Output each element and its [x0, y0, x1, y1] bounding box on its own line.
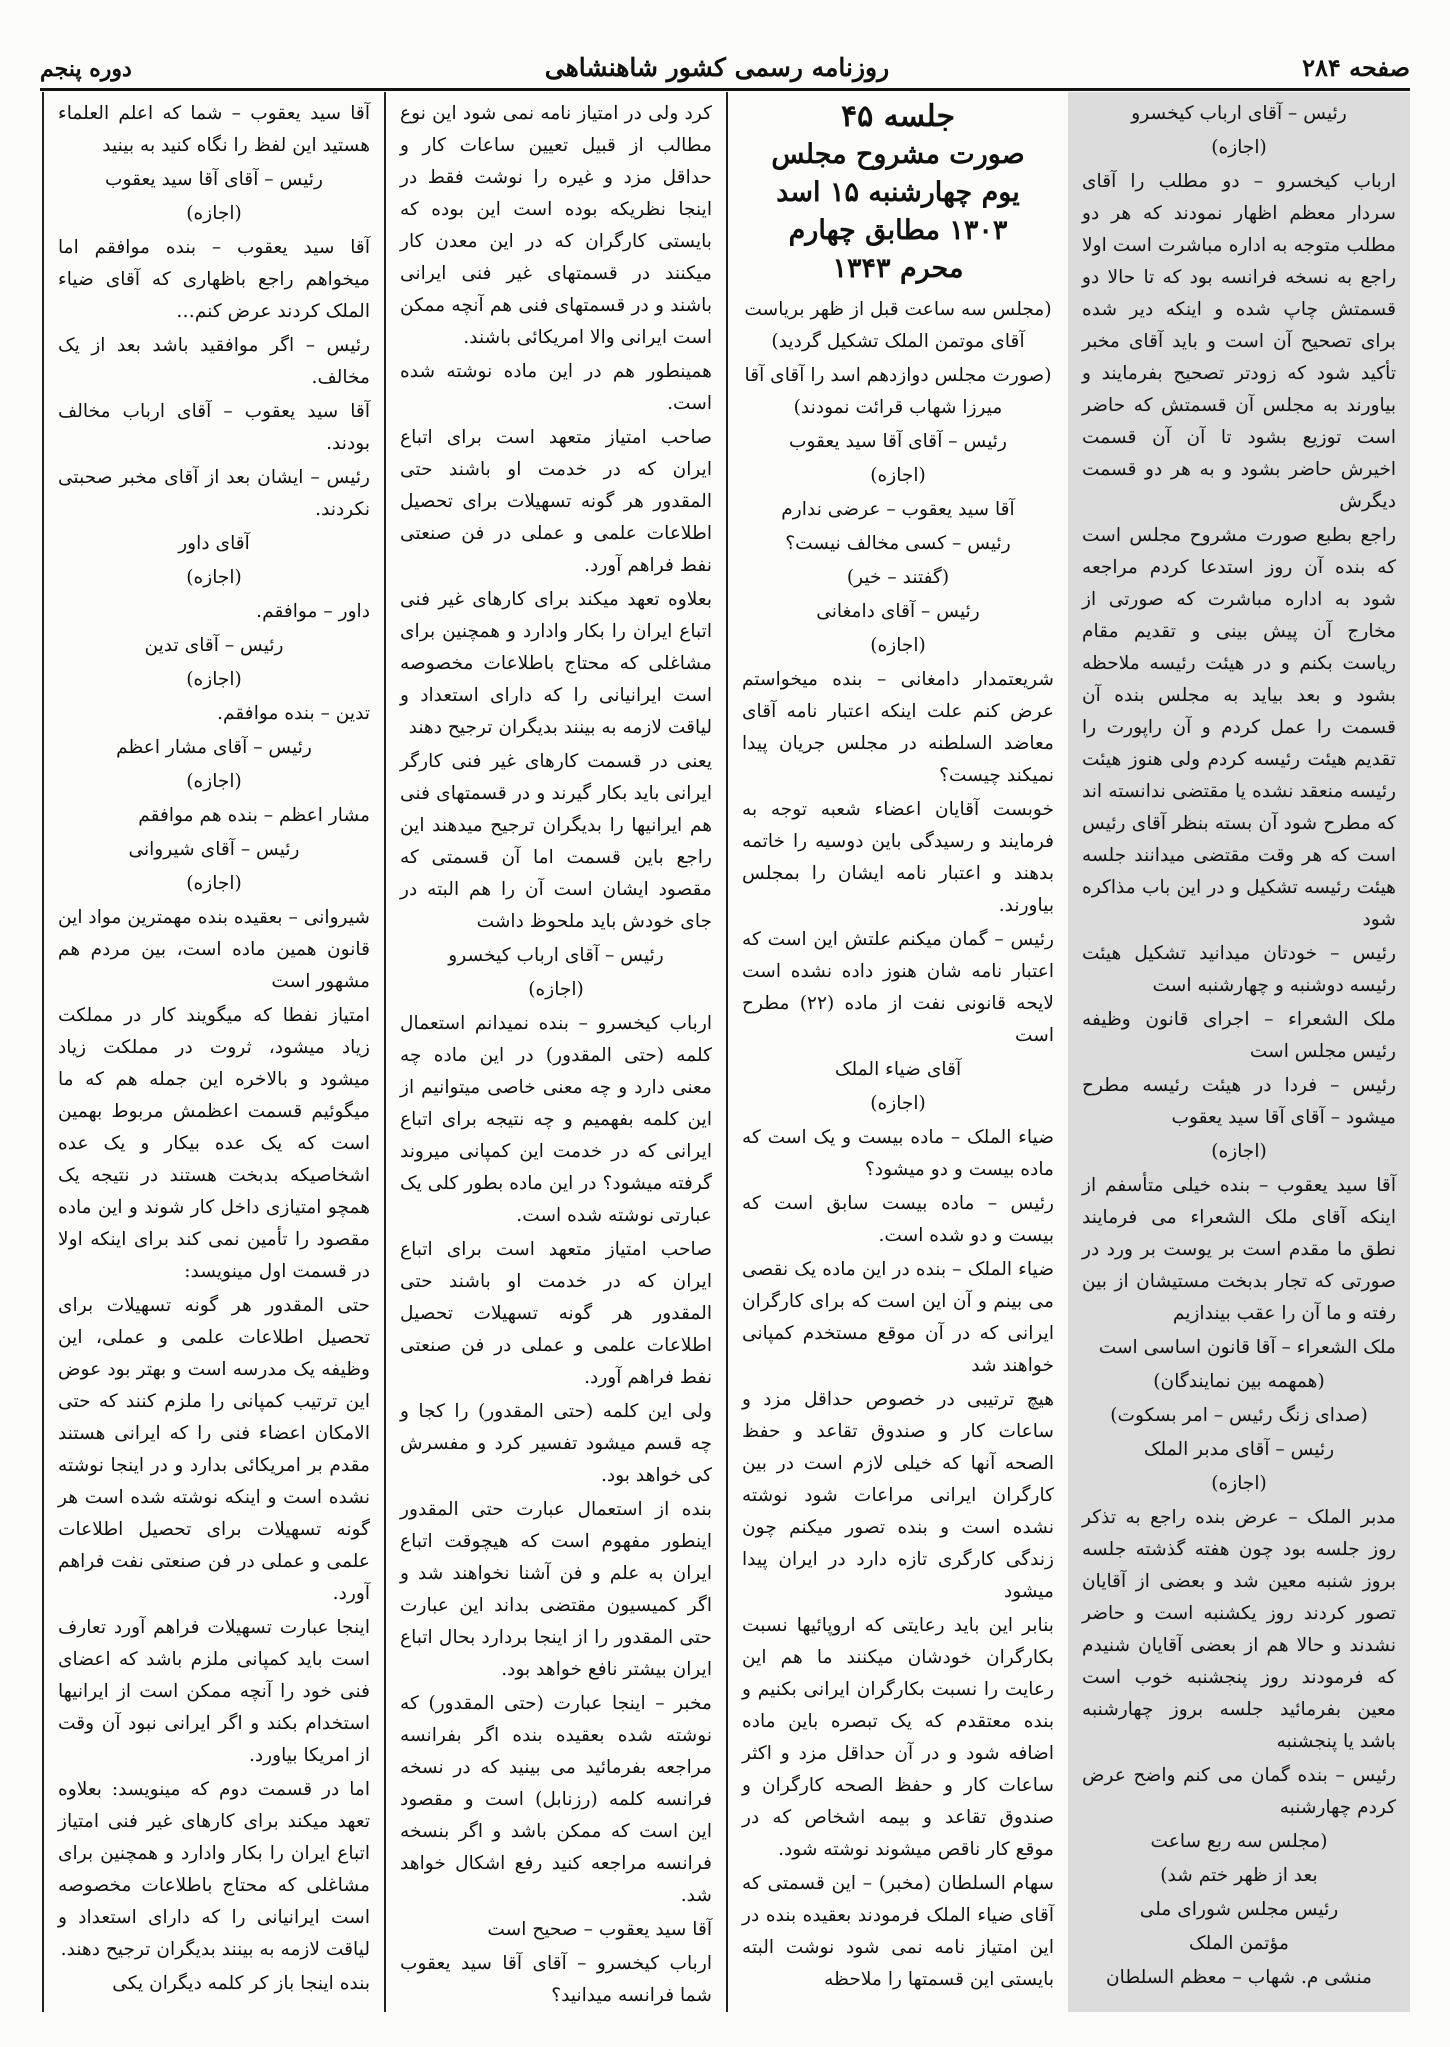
col4-paragraph: اینجا عبارت تسهیلات فراهم آورد تعارف است باید کمپانی ملزم باشد که اعضای فنی خود را آنچه ممکن است از ایرانیها استخدام بکند و اگر ایرانی نبود آن وقت از امریکا بیاورد. — [58, 1617, 370, 1766]
newspaper-title: روزنامه رسمی کشور شاهنشاهی — [544, 53, 890, 82]
col1-paragraph: مدبر الملک – عرض بنده راجع به تذکر روز جلسه بود چون هفته گذشته جلسه بروز شنبه معین شد و بعضی از آقایان تصور کردند روز یکشنبه است و حاضر نشدند و حالا هم از بعضی آقایان شنیدم که فرمودند روز پنجشنبه خوب است معین بفرمائید جلسه بروز چهارشنبه باشد یا پنجشنبه — [1082, 1507, 1396, 1752]
col2-paragraph: (مجلس سه ساعت قبل از ظهر بریاست آقای موتمن الملک تشکیل گردید) — [744, 299, 1052, 352]
session-date-2: ۱۳۰۳ مطابق چهارم — [788, 215, 1008, 246]
col1-paragraph: منشی م. شهاب – معظم السلطان — [1106, 1967, 1372, 1988]
col2-paragraph: (گفتند – خیر) — [846, 567, 950, 588]
col4-paragraph: رئیس – آقای تدین — [144, 635, 284, 656]
col3-paragraph: همینطور هم در این ماده نوشته شده است. — [400, 361, 712, 414]
col2-paragraph: خوبست آقایان اعضاء شعبه توجه به فرمایند و رسیدگی باین دوسیه را خاتمه بدهند و اعتبار نامه ایشان را بمجلس بیاورند. — [742, 799, 1054, 916]
col1-paragraph: ارباب کیخسرو – دو مطلب را آقای سردار معظم اظهار نمودند که هر دو مطلب متوجه به اداره مباشرت است اولا راجع به نسخه فرانسه بود که تا حالا دو قسمتش چاپ شده و اینکه دیر شده برای تصحیح آن است و باید آقای مخبر تأکید شود که زودتر تصحیح بفرمایند و بیاورند به مجلس آن قسمتش که حاضر است توزیع بشود تا آن آن قسمت اخیرش حاضر بشود و به هر دو قسمت دیگرش — [1082, 171, 1396, 512]
col1-paragraph: مؤتمن الملک — [1189, 1933, 1289, 1954]
col1-paragraph: ملک الشعراء – اجرای قانون وظیفه رئیس مجلس است — [1082, 1009, 1396, 1062]
col1-paragraph: رئیس مجلس شورای ملی — [1139, 1899, 1339, 1920]
col1-paragraph: (صدای زنگ رئیس – امر بسکوت) — [1110, 1405, 1368, 1426]
col4-paragraph: مشار اعظم – بنده هم موافقم — [138, 805, 370, 826]
col4-paragraph: رئیس – ایشان بعد از آقای مخبر صحبتی نکردند. — [58, 467, 370, 520]
col4-paragraph: حتی المقدور هر گونه تسهیلات برای تحصیل اطلاعات علمی و عملی، این وظیفه یک مدرسه است و بهتر بود عوض این ترتیب کمپانی را ملزم کنند که حتی الامکان اعضاء فنی را که ایرانی هستند مقدم بر امریکائی بدارد و در اینجا نوشته نشده است و اینکه نوشته شده است هر گونه تسهیلات برای تحصیل اطلاعات علمی و عملی در فن صنعتی نفت فراهم آورد. — [58, 1295, 370, 1604]
col4-paragraph: اما در قسمت دوم که مینویسد: بعلاوه تعهد میکند برای کارهای غیر فنی امتیاز اتباع ایران را بکار وادارد و همچنین برای مشاغلی که محتاج باطلاعات مخصوصه است ایرانیانی را که دارای استعداد و لیاقت لازمه به بینند بدیگران ترجیح دهند. — [58, 1779, 370, 1960]
col2-paragraph: رئیس – گمان میکنم علتش این است که اعتبار نامه شان هنوز داده نشده است لایحه قانونی نفت از ماده (۲۲) مطرح است — [742, 929, 1055, 1046]
col2-paragraph: آقای ضیاء الملک — [834, 1059, 962, 1080]
session-title: صورت مشروح مجلس — [771, 139, 1025, 170]
col4-paragraph: (اجازه) — [186, 203, 242, 224]
col1-paragraph: رئیس – فردا در هیئت رئیسه مطرح میشود – آقای آقا سید یعقوب — [1082, 1075, 1396, 1128]
col4-paragraph: آقا سید یعقوب – آقای ارباب مخالف بودند. — [58, 401, 370, 454]
col1-paragraph: رئیس – بنده گمان می کنم واضح عرض کردم چهارشنبه — [1082, 1765, 1396, 1818]
period-label: دوره پنجم — [40, 56, 132, 82]
col4-paragraph: (اجازه) — [186, 669, 242, 690]
col3-paragraph: بنده از استعمال عبارت حتی المقدور اینطور مفهوم است که هیچوقت اتباع ایران به علم و فن آشنا نخواهند شد و اگر کمیسیون مقتضی بداند این عبارت حتی المقدور را از اینجا بردارد بحال اتباع ایران بیشتر نافع خواهد بود. — [400, 1499, 712, 1680]
col2-paragraph: شریعتمدار دامغانی – بنده میخواستم عرض کنم علت اینکه اعتبار نامه آقای معاضد السلطنه در مجلس جریان پیدا نمیکند چیست؟ — [742, 669, 1054, 786]
col3-paragraph: صاحب امتیاز متعهد است برای اتباع ایران که در خدمت او باشند حتی المقدور هر گونه تسهیلات برای تحصیل اطلاعات علمی و عملی در فن صنعتی نفط فراهم آورد. — [400, 427, 712, 576]
col4-paragraph: رئیس – آقای شیروانی — [128, 839, 300, 860]
col4-paragraph: رئیس – آقای مشار اعظم — [116, 737, 312, 758]
session-number: جلسه ۴۵ — [840, 99, 955, 134]
col4-paragraph: آقای داور — [178, 533, 250, 554]
col4-paragraph: بنده اینجا باز کر کلمه دیگران یکی — [112, 1973, 370, 1994]
col1-paragraph: راجع بطبع صورت مشروح مجلس است که بنده آن روز استدعا کردم مراجعه شود به اداره مباشرت که صورتی از مخارج آن پیش بینی و تقدیم مقام ریاست بکنم و در هیئت رئیسه ملاحظه بشود و بعد بیاید به مجلس بنده آن قسمت را عمل کردم و آن راپورت را تقدیم هیئت رئیسه کردم ولی هنوز هیئت رئیسه منعقد نشده یا مقتضی ندانسته اند که مطرح شود آن بسته بنظر آقای رئیس است که هر وقت مقتضی میدانند جلسه هیئت رئیسه تشکیل و در این باب مذاکره شود — [1082, 525, 1396, 930]
col2-paragraph: (اجازه) — [870, 1093, 926, 1114]
col3-paragraph: یعنی در قسمت کارهای غیر فنی کارگر ایرانی باید بکار گیرند و در قسمتهای فنی هم ایرانیها را بدیگران ترجیح میدهند این راجع باین قسمت اما آن قسمتی که مقصود ایشان است آن را هم البته در جای خودش باید ملحوظ داشت — [400, 751, 712, 932]
col1-paragraph: ملک الشعراء – آقا قانون اساسی است — [1098, 1337, 1396, 1358]
col4-paragraph: امتیاز نفطا که میگویند کار در مملکت زیاد میشود، ثروت در مملکت زیاد میشود و بالاخره این جمله هم که ما میگوئیم قسمت اعظمش مربوط بهمین است که یک عده بیکار و یک عده اشخاصیکه بدبخت هستند در نتیجه یک همچو امتیازی داخل کار شوند و این ماده مقصود را تأمین نمی کند برای اینکه اولا در قسمت اول مینویسد: — [58, 1005, 370, 1282]
col1-paragraph: آقا سید یعقوب – بنده خیلی متأسفم از اینکه آقای ملک الشعراء می فرمایند نطق ما مقدم است بر یوست بر ورد در صورتی که تجار بدبخت مستیشان از بین رفته و ما آن را عقب بیندازیم — [1082, 1175, 1396, 1324]
col2-paragraph: ضیاء الملک – بنده در این ماده یک نقصی می بینم و آن این است که برای کارگران ایرانی که در آن موقع مستخدم کمپانی خواهند شد — [742, 1259, 1054, 1376]
col1-paragraph: (اجازه) — [1211, 1141, 1267, 1162]
col4-paragraph: رئیس – آقای آقا سید یعقوب — [105, 169, 323, 190]
col3-paragraph: ارباب کیخسرو – بنده نمیدانم استعمال کلمه (حتی المقدور) در این ماده چه معنی دارد و چه معنی خاصی میتوانیم از این کلمه بفهمیم و چه نتیجه برای اتباع ایرانی که در خدمت این کمپانی میروند گرفته میشود؟ در این ماده بطور کلی یک عبارتی نوشته شده است. — [400, 1013, 712, 1226]
page-number: صفحه ۲۸۴ — [1302, 53, 1410, 82]
column-3 — [384, 92, 726, 2012]
col1-paragraph: (همهمه بین نمایندگان) — [1153, 1371, 1325, 1392]
col3-paragraph: کرد ولی در امتیاز نامه نمی شود این نوع مطالب از قبیل تعیین ساعات کار و حداقل مزد و غیره را نوشت فقط در اینجا نظریکه بوده است این بوده که بایستی کارگران که در این معدن کار میکنند در قسمتهای غیر فنی ایرانی باشند و در قسمتهای فنی هم آنچه ممکن است ایرانی والا امریکائی باشند. — [400, 103, 712, 348]
col2-paragraph: بنابر این باید رعایتی که اروپائیها نسبت بکارگران خودشان میکنند ما هم این رعایت را نسبت بکارگران ایرانی بکنیم و بنده معتقدم که یک تبصره باین ماده اضافه شود و در آن حداقل مزد و اکثر ساعات کار و حفظ الصحه کارگران و صندوق تقاعد و بیمه اشخاص که در موقع کار ناقص میشوند نوشته شود. — [742, 1615, 1054, 1860]
col2-paragraph: رئیس – ماده بیست سابق است که بیست و دو شده است. — [742, 1193, 1054, 1246]
column-2-body — [742, 294, 1054, 1996]
session-date-1: یوم چهارشنبه ۱۵ اسد — [776, 177, 1020, 208]
col1-paragraph: رئیس – آقای ارباب کیخسرو — [1131, 103, 1347, 124]
col4-paragraph: تدین – بنده موافقم. — [217, 703, 370, 724]
session-heading — [742, 98, 1054, 288]
col2-paragraph: ضیاء الملک – ماده بیست و یک است که ماده بیست و دو میشود؟ — [742, 1127, 1054, 1180]
col3-paragraph: (اجازه) — [528, 979, 584, 1000]
col4-paragraph: (اجازه) — [186, 873, 242, 894]
col4-paragraph: (اجازه) — [186, 567, 242, 588]
col1-paragraph: رئیس – خودتان میدانید تشکیل هیئت رئیسه دوشنبه و چهارشنبه است — [1082, 943, 1396, 996]
col2-paragraph: آقا سید یعقوب – عرضی ندارم — [781, 499, 1015, 520]
col3-paragraph: ولی این کلمه (حتی المقدور) را کجا و چه قسم میشود تفسیر کرد و مفسرش کی خواهد بود. — [400, 1401, 712, 1486]
col4-paragraph: (اجازه) — [186, 771, 242, 792]
col3-paragraph: صاحب امتیاز متعهد است برای اتباع ایران که در خدمت او باشند حتی المقدور هر گونه تسهیلات تحصیل اطلاعات علمی و عملی در فن صنعتی نفط فراهم آورد. — [400, 1239, 712, 1388]
col2-paragraph: (اجازه) — [870, 635, 926, 656]
col4-paragraph: داور – موافقم. — [256, 601, 370, 622]
col1-paragraph: (اجازه) — [1211, 1473, 1267, 1494]
session-date-3: محرم ۱۳۴۳ — [832, 253, 964, 284]
col3-paragraph: ارباب کیخسرو – آقای آقا سید یعقوب شما فرانسه میدانید؟ — [400, 1953, 712, 2006]
col4-paragraph: شیروانی – بعقیده بنده مهمترین مواد این قانون همین ماده است، بین مردم هم مشهور است — [58, 907, 370, 992]
col1-paragraph: (مجلس سه ربع ساعت — [1150, 1831, 1328, 1852]
col2-paragraph: رئیس – کسی مخالف نیست؟ — [785, 533, 1011, 554]
column-1 — [1068, 92, 1410, 2012]
col4-paragraph: آقا سید یعقوب – بنده موافقم اما میخواهم راجع باظهاری که آقای ضیاء الملک کردند عرض کنم… — [58, 237, 370, 322]
col1-paragraph: بعد از ظهر ختم شد) — [1160, 1865, 1318, 1886]
col2-paragraph: هیچ ترتیبی در خصوص حداقل مزد و ساعات کار و صندوق تقاعد و حفظ الصحه آنها که خیلی لازم است در بین کارگران ایرانی مراعات شود نوشته نشده است و بنده تصور میکنم چون زندگی کارگری تازه دارد در ایران پیدا میشود — [742, 1389, 1054, 1602]
col2-paragraph: رئیس – آقای آقا سید یعقوب — [789, 431, 1007, 452]
masthead — [40, 36, 1410, 91]
column-4 — [42, 92, 384, 2012]
col2-paragraph: (صورت مجلس دوازدهم اسد را آقای آقا میرزا شهاب قرائت نمودند) — [744, 365, 1052, 418]
col3-paragraph: مخبر – اینجا عبارت (حتی المقدور) که نوشته شده بعقیده بنده اگر بفرانسه مراجعه بفرمائید می بینید که در نسخه فرانسه کلمه (رزنابل) است و مقصود این است که ممکن باشد و اگر بنسخه فرانسه مراجعه کنید رفع اشکال خواهد شد. — [400, 1693, 712, 1906]
col2-paragraph: سهام السلطان (مخبر) – این قسمتی که آقای ضیاء الملک فرمودند بعقیده بنده در این امتیاز نامه نمی شود نوشت البته بایستی این قسمتها را ملاحظه — [742, 1873, 1054, 1990]
col4-paragraph: رئیس – اگر موافقید باشد بعد از یک مخالف. — [58, 335, 370, 388]
col3-paragraph: بعلاوه تعهد میکند برای کارهای غیر فنی اتباع ایران را بکار وادارد و همچنین برای مشاغلی که محتاج باطلاعات مخصوصه است ایرانیانی را که دارای استعداد و لیاقت لازمه به بینند بدیگران ترجیح دهند — [400, 589, 712, 738]
col3-paragraph: آقا سید یعقوب – صحیح است — [487, 1919, 712, 1940]
col4-paragraph: آقا سید یعقوب – شما که اعلم العلماء هستید این لفظ را نگاه کنید به بینید — [58, 103, 370, 156]
article-columns — [40, 92, 1410, 2012]
col2-paragraph: رئیس – آقای دامغانی — [816, 601, 980, 622]
col3-paragraph: رئیس – آقای ارباب کیخسرو — [448, 945, 664, 966]
column-2 — [726, 92, 1068, 2012]
col1-paragraph: (اجازه) — [1211, 137, 1267, 158]
col2-paragraph: (اجازه) — [870, 465, 926, 486]
col1-paragraph: رئیس – آقای مدبر الملک — [1143, 1439, 1335, 1460]
